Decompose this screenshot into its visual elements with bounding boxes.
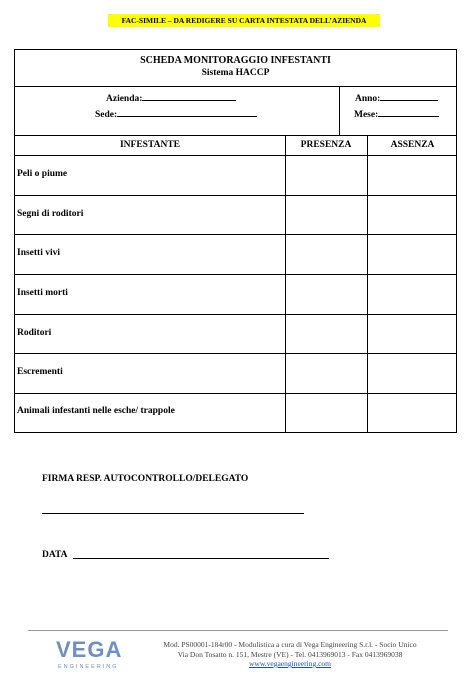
header-infestante: INFESTANTE xyxy=(119,140,180,150)
data-label: DATA xyxy=(42,550,68,560)
table-row xyxy=(15,275,456,315)
footer-divider xyxy=(28,630,448,631)
row-label: Escrementi xyxy=(17,367,63,377)
data-line[interactable] xyxy=(73,558,329,559)
form-subtitle: Sistema HACCP xyxy=(201,68,270,78)
table-header-row xyxy=(15,135,456,156)
table-row xyxy=(15,235,456,275)
row-label: Roditori xyxy=(17,328,52,338)
anno-blank[interactable] xyxy=(380,91,438,101)
azienda-blank[interactable] xyxy=(142,91,236,101)
row-label: Insetti vivi xyxy=(17,248,61,258)
monitoring-form xyxy=(14,49,457,433)
footer-line-2: Via Don Tosatto n. 151, Mestre (VE) - Tel. 0413969013 - Fax 0413969038 xyxy=(177,649,403,659)
footer-line-1: Mod. PS00001-184r00 - Modulistica a cura di Vega Engineering S.r.l. - Socio Unico xyxy=(163,640,417,649)
header-presenza: PRESENZA xyxy=(300,140,352,150)
mese-label: Mese: xyxy=(354,110,379,120)
firma-label: FIRMA RESP. AUTOCONTROLLO/DELEGATO xyxy=(42,474,249,484)
sede-blank[interactable] xyxy=(117,107,257,117)
table-row xyxy=(15,156,456,196)
azienda-label: Azienda: xyxy=(106,94,143,104)
logo-subtitle: ENGINEERING xyxy=(58,664,119,670)
vega-logo xyxy=(52,638,122,674)
form-title: SCHEDA MONITORAGGIO INFESTANTI xyxy=(140,55,331,66)
anno-label: Anno: xyxy=(355,94,381,104)
company-info-block xyxy=(15,86,456,136)
row-label: Segni di roditori xyxy=(17,209,84,219)
infestant-table xyxy=(15,135,456,432)
row-label: Peli o piume xyxy=(17,169,68,179)
table-row xyxy=(15,196,456,235)
row-label: Animali infestanti nelle esche/ trappole xyxy=(17,406,175,416)
mese-field[interactable] xyxy=(354,107,439,120)
table-row xyxy=(15,354,456,394)
footer-website-link[interactable]: www.vegaengineering.com xyxy=(249,659,331,668)
mese-blank[interactable] xyxy=(378,107,439,117)
anno-field[interactable] xyxy=(355,91,438,104)
table-row xyxy=(15,315,456,354)
sede-field[interactable] xyxy=(95,107,257,120)
table-row xyxy=(15,394,456,432)
azienda-field[interactable] xyxy=(106,91,236,104)
firma-line[interactable] xyxy=(42,513,304,514)
sede-label: Sede: xyxy=(95,110,118,120)
row-label: Insetti morti xyxy=(17,288,68,298)
footer-info xyxy=(140,640,440,669)
info-divider xyxy=(339,86,340,135)
facsimile-banner: FAC-SIMILE – DA REDIGERE SU CARTA INTESTATA DELL’AZIENDA xyxy=(108,14,380,27)
header-assenza: ASSENZA xyxy=(390,140,435,150)
form-title-block xyxy=(15,50,456,87)
logo-wordmark: VEGA xyxy=(56,637,123,662)
